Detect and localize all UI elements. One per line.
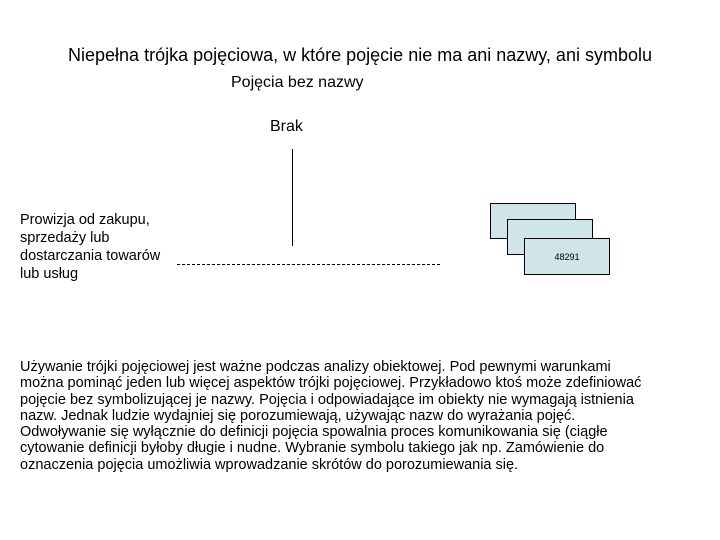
slide-title: Niepełna trójka pojęciowa, w które pojęcie nie ma ani nazwy, ani symbolu [68, 45, 652, 65]
slide-subtitle: Pojęcia bez nazwy [231, 74, 364, 91]
object-card-label: 48291 [554, 251, 580, 262]
object-card-front [524, 238, 610, 275]
paragraph-line: pojęcie bez symbolizującej je nazwy. Pojęcia i odpowiadające im obiekty nie wymagają istnienia [20, 391, 634, 408]
concept-line: lub usług [20, 266, 79, 282]
concept-line: sprzedaży lub [20, 230, 110, 246]
name-node-label: Brak [270, 118, 303, 135]
body-paragraph [20, 359, 710, 473]
name-connector-line [292, 149, 293, 246]
paragraph-line: można pominąć jeden lub więcej aspektów trójki pojęciowej. Przykładowo ktoś może zdefiniować [20, 375, 642, 392]
paragraph-line: oznaczenia pojęcia umożliwia wprowadzanie skrótów do porozumiewania się. [20, 456, 519, 473]
concept-line: dostarczania towarów [20, 248, 161, 264]
concept-node-text [20, 211, 190, 283]
paragraph-line: Odwoływanie się wyłącznie do definicji pojęcia spowalnia proces komunikowania się (ciągłe [20, 424, 608, 441]
paragraph-line: nazw. Jednak ludzie wydajniej się porozumiewają, używając nazw do wyrażania pojęć. [20, 407, 576, 424]
paragraph-line: Używanie trójki pojęciowej jest ważne podczas analizy obiektowej. Pod pewnymi warunkami [20, 359, 611, 375]
paragraph-line: cytowanie definicji byłoby długie i nudne. Wybranie symbolu takiego jak np. Zamówienie do [20, 440, 605, 457]
object-connector-dashed-line [177, 264, 440, 265]
concept-line: Prowizja od zakupu, [20, 212, 150, 228]
